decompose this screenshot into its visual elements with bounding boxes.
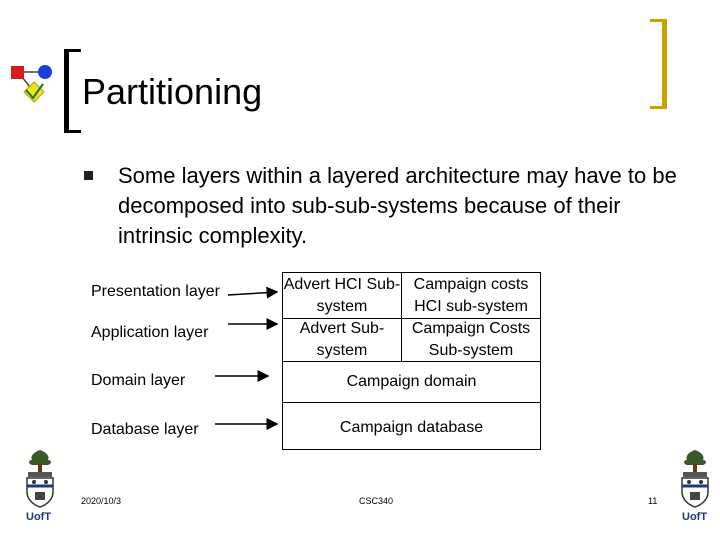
application-layer-label: Application layer	[91, 324, 209, 341]
advert-hci-subsystem-box	[282, 272, 402, 319]
campaign-domain-box	[282, 361, 541, 403]
advert-hci-subsystem-label: Advert HCI Sub-system	[283, 275, 401, 315]
campaign-costs-subsystem-box	[401, 318, 541, 362]
campaign-costs-hci-subsystem-box	[401, 272, 541, 319]
footer-page-number: 11	[648, 496, 658, 506]
database-layer-label: Database layer	[91, 421, 199, 438]
presentation-layer-label: Presentation layer	[91, 283, 220, 300]
slide-title: Partitioning	[82, 71, 263, 112]
campaign-database-label: Campaign database	[339, 419, 484, 436]
advert-subsystem-label: Advert Sub-system	[299, 320, 385, 359]
bullet-text: Some layers within a layered architecture may have to be decomposed into sub-sub-systems because of their intrinsic complexity.	[118, 163, 677, 248]
campaign-costs-subsystem-label: Campaign Costs Sub-system	[411, 320, 531, 359]
campaign-domain-label: Campaign domain	[346, 373, 477, 390]
campaign-database-box	[282, 402, 541, 450]
domain-layer-label: Domain layer	[91, 372, 186, 389]
campaign-costs-hci-subsystem-label: Campaign costs HCI sub-system	[413, 275, 529, 315]
presentation-arrow	[228, 292, 277, 295]
uoft-crest-icon	[22, 448, 58, 510]
advert-subsystem-box	[282, 318, 402, 362]
footer-date: 2020/10/3	[81, 496, 122, 506]
uoft-label-right: UofT	[682, 511, 708, 523]
uoft-label-left: UofT	[26, 511, 52, 523]
footer-course: CSC340	[359, 496, 394, 506]
uoft-crest-icon	[677, 448, 713, 510]
